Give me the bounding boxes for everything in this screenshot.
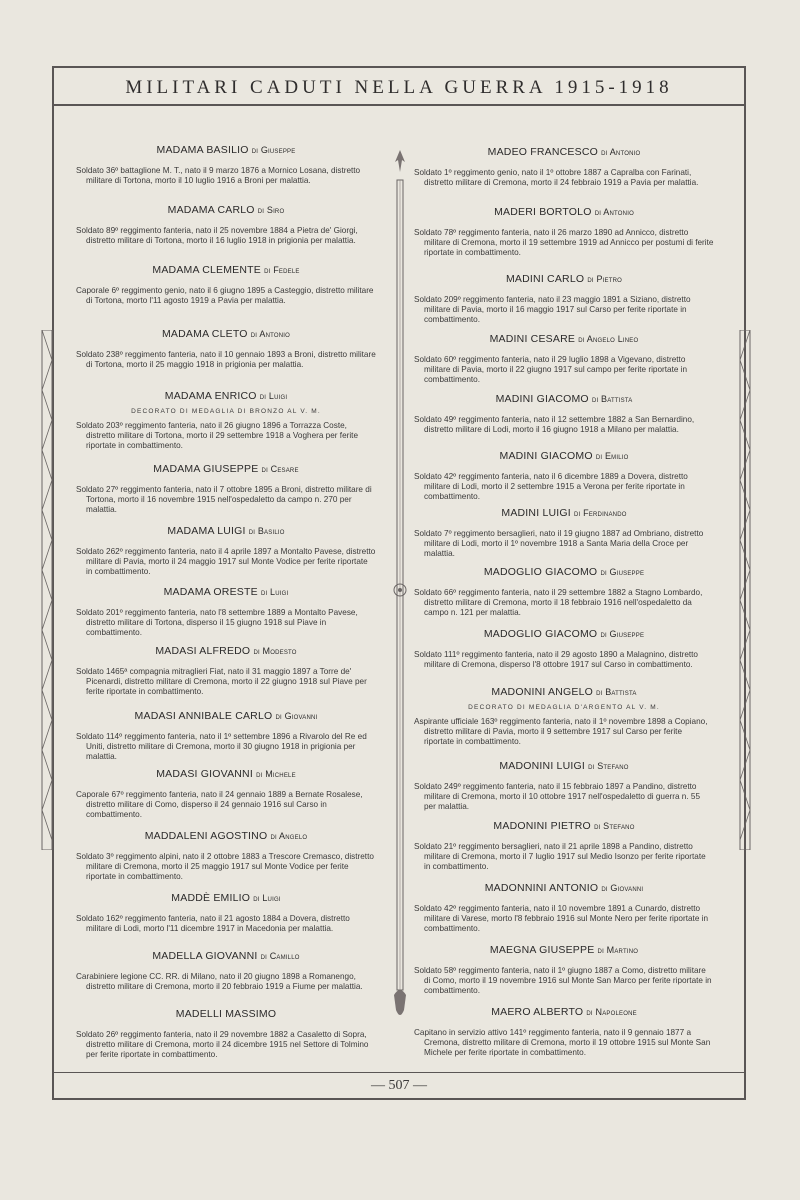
entry-name: MADDALENI AGOSTINO di Angelo <box>144 830 308 842</box>
entry-text: Soldato 1465ª compagnia mitraglieri Fiat, nato il 31 maggio 1897 a Torre de' Picenardi, distretto militare di Cremona, morto il 22 giugno 1918 sul Piave per ferite riportate in combattimento. <box>76 667 367 696</box>
entry <box>76 586 376 638</box>
entry-name: MADINI CARLO di Pietro <box>505 273 622 285</box>
entry-text: Soldato 49º reggimento fanteria, nato il 12 settembre 1882 a San Bernardino, distretto militare di Lodi, morto il 16 giugno 1918 a Milano per malattia. <box>414 415 695 434</box>
entry-text: Soldato 262º reggimento fanteria, nato il 4 aprile 1897 a Montalto Pavese, distretto militare di Pavia, morto il 24 maggio 1917 sul Monte Vodice per ferite riportate in combattimento. <box>76 547 376 576</box>
entry-name: MADAMA CLEMENTE di Fedele <box>152 264 300 276</box>
entry-text: Soldato 89º reggimento fanteria, nato il 25 novembre 1884 a Pietra de' Giorgi, distretto militare di Tortona, morto il 16 luglio 1918 in prigionia per malattia. <box>76 226 358 245</box>
entry-name: MADONINI ANGELO di Battista <box>491 686 637 698</box>
entry-text: Soldato 66º reggimento fanteria, nato il 29 settembre 1882 a Stagno Lombardo, distretto militare di Cremona, morto il 18 febbraio 1916 nell'ospedaletto da campo n. 121 per malattia. <box>414 588 703 617</box>
entry-text: Soldato 162º reggimento fanteria, nato il 21 agosto 1884 a Dovera, distretto militare di Lodi, morto l'11 dicembre 1917 in Macedonia per malattia. <box>76 914 350 933</box>
entry-text: Soldato 26º reggimento fanteria, nato il 29 novembre 1882 a Casaletto di Sopra, distretto militare di Cremona, morto il 24 dicembre 1915 nel Settore di Tolmino per ferite riportate in combattimento. <box>76 1030 369 1059</box>
entry <box>76 710 376 762</box>
entry <box>76 144 376 186</box>
entry <box>76 1008 376 1060</box>
entry <box>76 768 376 820</box>
entry <box>76 204 376 246</box>
entry <box>76 525 376 577</box>
entry-name: MADAMA CLETO di Antonio <box>161 328 290 340</box>
entry-name: MADONINI PIETRO di Stefano <box>493 820 635 832</box>
entry-text: Carabiniere legione CC. RR. di Milano, nato il 20 giugno 1898 a Romanengo, distretto militare di Cremona, morto il 20 febbraio 1919 a Fiume per malattia. <box>76 972 363 991</box>
decoration-note: DECORATO DI MEDAGLIA D'ARGENTO AL V. M. <box>468 704 660 711</box>
entry-text: Soldato 201º reggimento fanteria, nato l'8 settembre 1889 a Montalto Pavese, distretto militare di Tortona, disperso il 15 giugno 1918 sul Piave in combattimento. <box>76 608 358 637</box>
entry-name: MADASI ALFREDO di Modesto <box>155 645 297 657</box>
entry-name: MADAMA ORESTE di Luigi <box>163 586 289 598</box>
entry-name: MADAMA LUIGI di Basilio <box>167 525 285 537</box>
entry-text: Soldato 203º reggimento fanteria, nato il 26 giugno 1896 a Torrazza Coste, distretto militare di Tortona, morto il 29 settembre 1918 a Voghera per ferite riportate in combattimento. <box>76 421 358 450</box>
entry-text: Capitano in servizio attivo 141º reggimento fanteria, nato il 9 gennaio 1877 a Cremona, distretto militare di Cremona, morto il 19 ottobre 1915 sul Monte San Michele per ferite riportate in combattimento. <box>414 1028 711 1057</box>
entry-name: MADERI BORTOLO di Antonio <box>494 206 634 218</box>
entry-text: Soldato 36º battaglione M. T., nato il 9 marzo 1876 a Mornico Losana, distretto militare di Tortona, morto il 10 luglio 1916 a Broni per malattia. <box>76 166 361 185</box>
entry-text: Soldato 58º reggimento fanteria, nato il 1º giugno 1887 a Como, distretto militare di Como, morto il 19 novembre 1916 sul Monte San Marco per ferite riportate in combattimento. <box>414 966 712 995</box>
entry-name: MADASI GIOVANNI di Michele <box>156 768 296 780</box>
entry <box>414 820 714 872</box>
entry-name: MADELLI MASSIMO <box>175 1008 277 1020</box>
entry-name: MADELLA GIOVANNI di Camillo <box>152 950 300 962</box>
entry-name: MADINI GIACOMO di Emilio <box>499 450 629 462</box>
entry-name: MAEGNA GIUSEPPE di Martino <box>489 944 639 956</box>
page-header <box>52 66 746 106</box>
entry <box>414 146 714 188</box>
entry <box>414 206 714 258</box>
right-side-ornament <box>738 330 752 850</box>
entry-text: Soldato 27º reggimento fanteria, nato il 7 ottobre 1895 a Broni, distretto militare di Tortona, morto il 16 novembre 1915 nell'ospedaletto da campo n. 270 per malattia. <box>76 485 372 514</box>
entry-name: MADINI GIACOMO di Battista <box>495 393 633 405</box>
entry-text: Aspirante ufficiale 163º reggimento fanteria, nato il 1º novembre 1898 a Copiano, distretto militare di Pavia, morto il 9 settembre 1917 sul Carso per ferite riportate in combattimento. <box>414 717 708 746</box>
entry-text: Soldato 60º reggimento fanteria, nato il 29 luglio 1898 a Vigevano, distretto militare di Pavia, morto il 22 giugno 1917 sul campo per ferite riportate in combattimento. <box>414 355 688 384</box>
entry-name: MADOGLIO GIACOMO di Giuseppe <box>483 566 645 578</box>
entry <box>414 450 714 502</box>
entry-text: Soldato 42º reggimento fanteria, nato il 6 dicembre 1889 a Dovera, distretto militare di Lodi, morto il 2 settembre 1915 a Verona per ferite riportate in combattimento. <box>414 472 688 501</box>
entry-text: Soldato 249º reggimento fanteria, nato il 15 febbraio 1897 a Pandino, distretto militare di Cremona, morto il 10 ottobre 1917 nell'ospedaletto di guerra n. 55 per malattia. <box>414 782 701 811</box>
entry-text: Soldato 3º reggimento alpini, nato il 2 ottobre 1883 a Trescore Cremasco, distretto militare di Cremona, morto il 25 maggio 1917 sul Monte Vodice per ferite riportate in combattimento. <box>76 852 374 881</box>
entry <box>76 892 376 934</box>
entry-text: Caporale 6º reggimento genio, nato il 6 giugno 1895 a Casteggio, distretto militare di Tortona, morto l'11 agosto 1919 a Pavia per malattia. <box>76 286 374 305</box>
entry-text: Soldato 111º reggimento fanteria, nato il 29 agosto 1890 a Malagnino, distretto militare di Cremona, disperso l'8 ottobre 1917 sul Carso in combattimento. <box>414 650 698 669</box>
entry-name: MADAMA CARLO di Siro <box>167 204 285 216</box>
entry <box>414 628 714 670</box>
entry-text: Soldato 1º reggimento genio, nato il 1º ottobre 1887 a Capralba con Farinati, distretto militare di Cremona, morto il 24 febbraio 1919 a Pavia per malattia. <box>414 168 699 187</box>
entry-name: MADINI LUIGI di Ferdinando <box>501 507 627 519</box>
page-number: — 507 — <box>371 1078 427 1093</box>
entry <box>414 1006 714 1058</box>
entry-name: MAERO ALBERTO di Napoleone <box>491 1006 637 1018</box>
entry <box>76 390 376 451</box>
entry-name: MADONINI LUIGI di Stefano <box>499 760 629 772</box>
entry-name: MADEO FRANCESCO di Antonio <box>487 146 641 158</box>
entry <box>414 944 714 996</box>
entry <box>76 328 376 370</box>
entry <box>414 393 714 435</box>
entry <box>76 950 376 992</box>
entry-text: Soldato 114º reggimento fanteria, nato il 1º settembre 1896 a Rivarolo del Re ed Uniti, distretto militare di Cremona, morto il 30 giugno 1918 in prigionia per malattia. <box>76 732 367 761</box>
entry <box>76 830 376 882</box>
entry-name: MADONNINI ANTONIO di Giovanni <box>484 882 644 894</box>
entry-name: MADASI ANNIBALE CARLO di Giovanni <box>134 710 318 722</box>
entry-text: Soldato 7º reggimento bersaglieri, nato il 19 giugno 1887 ad Ombriano, distretto militare di Lodi, morto il 1º novembre 1918 a Santa Maria della Croce per malattia. <box>414 529 704 558</box>
entry <box>414 566 714 618</box>
page-footer <box>52 1072 746 1100</box>
entry-name: MADINI CESARE di Angelo Lineo <box>489 333 639 345</box>
entry-text: Soldato 42º reggimento fanteria, nato il 10 novembre 1891 a Cunardo, distretto militare di Varese, morto l'8 febbraio 1916 sul Monte Nero per ferite riportate in combattimento. <box>414 904 709 933</box>
entry <box>414 760 714 812</box>
left-side-ornament <box>40 330 54 850</box>
center-pole-ornament <box>392 150 408 1030</box>
entry <box>414 686 714 747</box>
entry-name: MADAMA GIUSEPPE di Cesare <box>153 463 299 475</box>
entry-text: Soldato 78º reggimento fanteria, nato il 26 marzo 1890 ad Annicco, distretto militare di Cremona, morto il 19 settembre 1919 ad Annicco per postumi di ferite riportate in combattimento. <box>414 228 714 257</box>
entry-name: MADAMA BASILIO di Giuseppe <box>156 144 296 156</box>
entry <box>414 507 714 559</box>
entry-text: Soldato 21º reggimento bersaglieri, nato il 21 aprile 1898 a Pandino, distretto militare di Cremona, morto il 7 luglio 1917 sul Medio Isonzo per ferite riportate in combattimento. <box>414 842 706 871</box>
entry-name: MADAMA ENRICO di Luigi <box>164 390 288 402</box>
entry-name: MADOGLIO GIACOMO di Giuseppe <box>483 628 645 640</box>
decoration-note: DECORATO DI MEDAGLIA DI BRONZO AL V. M. <box>131 408 321 415</box>
entry-name: MADDÈ EMILIO di Luigi <box>171 892 281 904</box>
entry-text: Soldato 238º reggimento fanteria, nato il 10 gennaio 1893 a Broni, distretto militare di Tortona, morto il 25 maggio 1918 in prigionia per malattia. <box>76 350 376 369</box>
entry <box>76 645 376 697</box>
entry-text: Caporale 67º reggimento fanteria, nato il 24 gennaio 1889 a Bernate Rosalese, distretto militare di Como, disperso il 24 gennaio 1916 sul Carso in combattimento. <box>76 790 363 819</box>
entry <box>414 273 714 325</box>
entry <box>76 463 376 515</box>
page-title: MILITARI CADUTI NELLA GUERRA 1915-1918 <box>125 77 673 98</box>
entry <box>414 333 714 385</box>
entry <box>76 264 376 306</box>
entry-text: Soldato 209º reggimento fanteria, nato il 23 maggio 1891 a Siziano, distretto militare di Pavia, morto il 16 maggio 1917 sul Carso per ferite riportate in combattimento. <box>414 295 691 324</box>
entry <box>414 882 714 934</box>
